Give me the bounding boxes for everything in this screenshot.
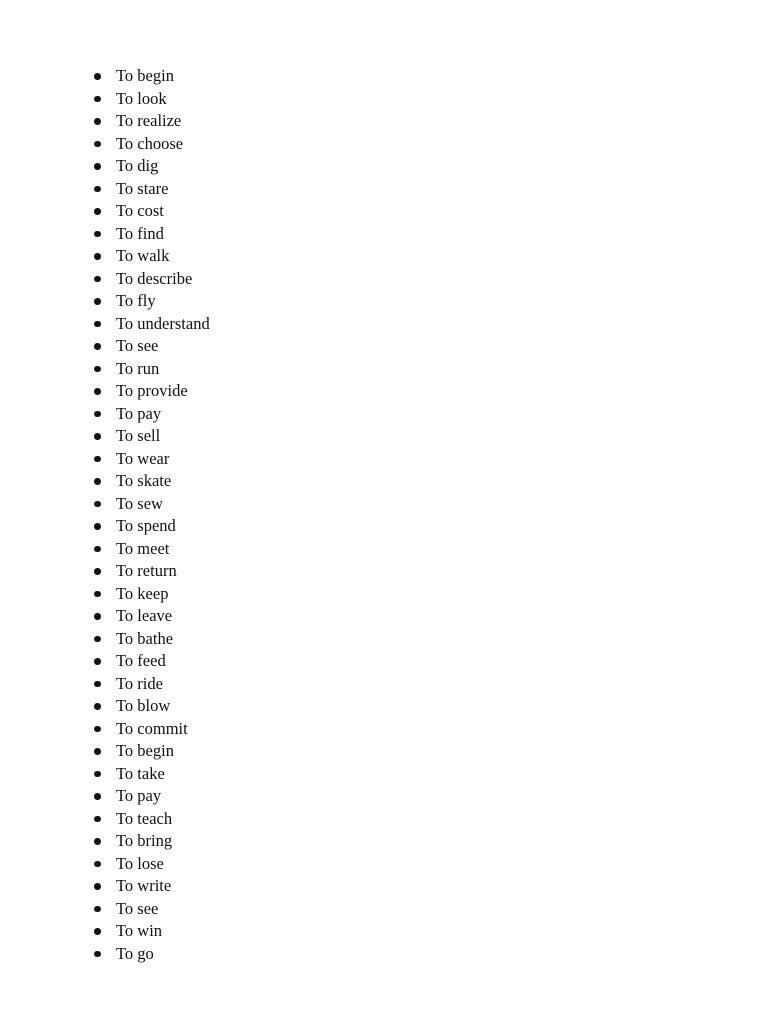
list-item (91, 65, 210, 88)
list-item (91, 200, 210, 223)
bullet-icon (94, 838, 101, 845)
bullet-icon (94, 546, 101, 553)
list-item (91, 403, 210, 426)
list-item (91, 538, 210, 561)
bullet-icon (94, 163, 101, 170)
list-item (91, 335, 210, 358)
list-item (91, 268, 210, 291)
bullet-icon (94, 96, 101, 103)
list-item (91, 515, 210, 538)
list-item (91, 920, 210, 943)
list-item-text: To keep (116, 583, 169, 603)
list-item (91, 560, 210, 583)
bullet-icon (94, 636, 101, 643)
list-item-text: To see (116, 898, 159, 918)
list-item-text: To teach (116, 808, 173, 828)
list-item-text: To write (116, 876, 172, 895)
bullet-icon (94, 681, 101, 688)
verb-list (91, 65, 210, 965)
bullet-icon (94, 411, 101, 418)
bullet-icon (94, 613, 101, 620)
list-item (91, 718, 210, 741)
list-item-text: To begin (116, 66, 174, 85)
list-item (91, 358, 210, 381)
bullet-icon (94, 703, 101, 710)
bullet-icon (94, 748, 101, 755)
list-item-text: To win (116, 921, 163, 940)
list-item (91, 448, 210, 471)
list-item (91, 380, 210, 403)
list-item (91, 830, 210, 853)
list-item (91, 313, 210, 336)
bullet-icon (94, 276, 101, 283)
list-item-text: To pay (116, 786, 162, 805)
bullet-icon (94, 906, 101, 913)
list-item-text: To begin (116, 741, 174, 760)
bullet-icon (94, 816, 101, 823)
bullet-icon (94, 726, 101, 733)
list-item (91, 650, 210, 673)
bullet-icon (94, 73, 101, 80)
list-item-text: To feed (116, 651, 166, 670)
list-item (91, 470, 210, 493)
bullet-icon (94, 771, 101, 778)
bullet-icon (94, 208, 101, 215)
bullet-icon (94, 253, 101, 260)
bullet-icon (94, 343, 101, 350)
list-item (91, 628, 210, 651)
list-item (91, 605, 210, 628)
list-item (91, 110, 210, 133)
list-item (91, 178, 210, 201)
list-item (91, 898, 210, 921)
list-item-text: To run (116, 358, 160, 378)
list-item-text: To cost (116, 201, 164, 220)
bullet-icon (94, 231, 101, 238)
list-item-text: To spend (116, 516, 176, 535)
list-item-text: To blow (116, 696, 171, 715)
list-item-text: To see (116, 336, 159, 355)
list-item-text: To sell (116, 426, 161, 445)
bullet-icon (94, 658, 101, 665)
list-item-text: To meet (116, 538, 170, 558)
bullet-icon (94, 366, 101, 373)
list-item-text: To dig (116, 156, 159, 175)
list-item-text: To choose (116, 133, 184, 153)
bullet-icon (94, 501, 101, 508)
list-item (91, 583, 210, 606)
list-item (91, 493, 210, 516)
bullet-icon (94, 321, 101, 328)
bullet-icon (94, 793, 101, 800)
list-item-text: To describe (116, 268, 193, 288)
list-item (91, 943, 210, 966)
bullet-icon (94, 456, 101, 463)
list-item-text: To return (116, 561, 177, 580)
bullet-icon (94, 478, 101, 485)
bullet-icon (94, 118, 101, 125)
bullet-icon (94, 388, 101, 395)
list-item-text: To leave (116, 606, 173, 625)
list-item-text: To walk (116, 246, 170, 265)
bullet-icon (94, 141, 101, 148)
bullet-icon (94, 523, 101, 530)
list-item-text: To go (116, 943, 154, 963)
list-item-text: To understand (116, 313, 210, 333)
list-item (91, 290, 210, 313)
list-item-text: To provide (116, 381, 188, 400)
list-item (91, 695, 210, 718)
list-item-text: To realize (116, 111, 182, 130)
bullet-icon (94, 883, 101, 890)
list-item-text: To stare (116, 178, 169, 198)
bullet-icon (94, 861, 101, 868)
list-item-text: To find (116, 223, 164, 243)
bullet-icon (94, 433, 101, 440)
list-item (91, 88, 210, 111)
list-item (91, 223, 210, 246)
list-item (91, 875, 210, 898)
list-item-text: To sew (116, 493, 163, 513)
list-item (91, 245, 210, 268)
list-item (91, 740, 210, 763)
bullet-icon (94, 591, 101, 598)
list-item-text: To skate (116, 471, 172, 490)
bullet-icon (94, 298, 101, 305)
list-item (91, 425, 210, 448)
list-item-text: To bathe (116, 628, 174, 648)
list-item-text: To look (116, 88, 167, 108)
bullet-icon (94, 951, 101, 958)
list-item (91, 853, 210, 876)
list-item (91, 133, 210, 156)
bullet-icon (94, 928, 101, 935)
list-item (91, 785, 210, 808)
bullet-icon (94, 186, 101, 193)
list-item (91, 808, 210, 831)
list-item-text: To wear (116, 448, 170, 468)
list-item (91, 155, 210, 178)
bullet-icon (94, 568, 101, 575)
list-item-text: To take (116, 763, 165, 783)
list-item (91, 673, 210, 696)
list-item-text: To bring (116, 831, 173, 850)
list-item (91, 763, 210, 786)
list-item-text: To lose (116, 853, 164, 873)
list-item-text: To pay (116, 403, 162, 423)
list-item-text: To ride (116, 673, 163, 693)
list-item-text: To fly (116, 291, 156, 310)
list-item-text: To commit (116, 718, 188, 738)
